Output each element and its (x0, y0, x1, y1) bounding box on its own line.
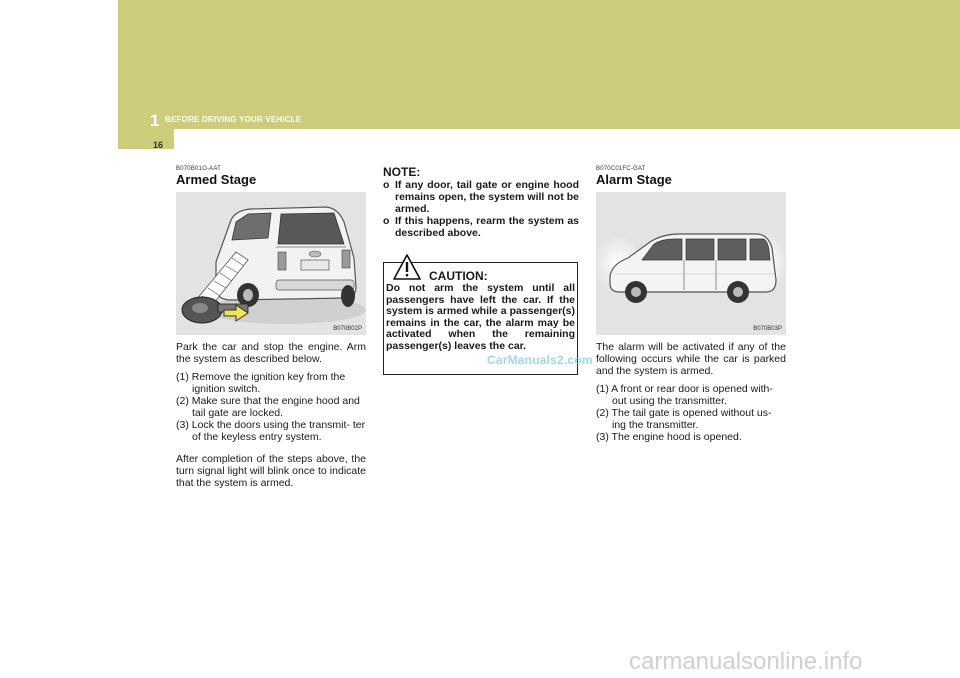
armed-stage-figure (176, 192, 366, 335)
chapter-title: BEFORE DRIVING YOUR VEHICLE (165, 115, 302, 124)
section-code: B070C01FC-GAT (596, 166, 646, 172)
page-number: 16 (153, 140, 164, 150)
bullet: o (383, 179, 390, 191)
alarm-stage-figure (596, 192, 786, 335)
section-title: Alarm Stage (596, 172, 672, 187)
note-section (383, 166, 579, 239)
list-item: (3) Lock the doors using the transmit- ter of the keyless entry system. (176, 419, 366, 443)
caution-text: Do not arm the system until all passengers have left the car. If the system is armed while a passenger(s) remains in the car, the alarm may be activated when the remaining passenger(s) leaves the car. (386, 282, 575, 352)
note-list (383, 179, 579, 239)
chapter-number: 1 (150, 111, 160, 130)
note-text: If any door, tail gate or engine hood remains open, the system will not be armed. (395, 179, 579, 215)
list-item (383, 179, 579, 215)
list-item: (2) The tail gate is opened without us- ing the transmitter. (596, 407, 772, 431)
list-item: (1) A front or rear door is opened with- out using the transmitter. (596, 383, 773, 407)
page-number-tab (118, 129, 174, 149)
list-item: (1) Remove the ignition key from the ignition switch. (176, 371, 346, 395)
alarm-stage-steps (596, 383, 786, 443)
section-code: B070B01O-AAT (176, 166, 221, 172)
footer-watermark: carmanualsonline.info (629, 648, 863, 675)
alarm-stage-intro: The alarm will be activated if any of the following occurs while the car is parked and the system is armed. (596, 341, 786, 377)
armed-stage-section (176, 166, 366, 500)
alarm-stage-section (596, 166, 786, 443)
arrow-icon (222, 304, 250, 322)
bullet: o (383, 215, 390, 227)
list-item (383, 215, 579, 239)
list-item: (2) Make sure that the engine hood and tail gate are locked. (176, 395, 360, 419)
note-title: NOTE: (383, 165, 421, 179)
armed-stage-after: After completion of the steps above, the turn signal light will blink once to indicate that the system is armed. (176, 453, 366, 489)
warning-icon (392, 253, 422, 281)
list-item: (3) The engine hood is opened. (596, 431, 742, 443)
minivan-side-icon (596, 192, 786, 335)
note-text: If this happens, rearm the system as described above. (395, 215, 579, 239)
caution-title: CAUTION: (429, 269, 488, 283)
armed-stage-steps (176, 371, 366, 443)
figure-code: B070B02P (333, 326, 362, 332)
site-watermark: CarManuals2.com (487, 353, 593, 367)
figure-code: B070B03P (753, 326, 782, 332)
header-band (118, 0, 960, 129)
section-title: Armed Stage (176, 172, 257, 187)
armed-stage-intro: Park the car and stop the engine. Arm the system as described below. (176, 341, 366, 365)
